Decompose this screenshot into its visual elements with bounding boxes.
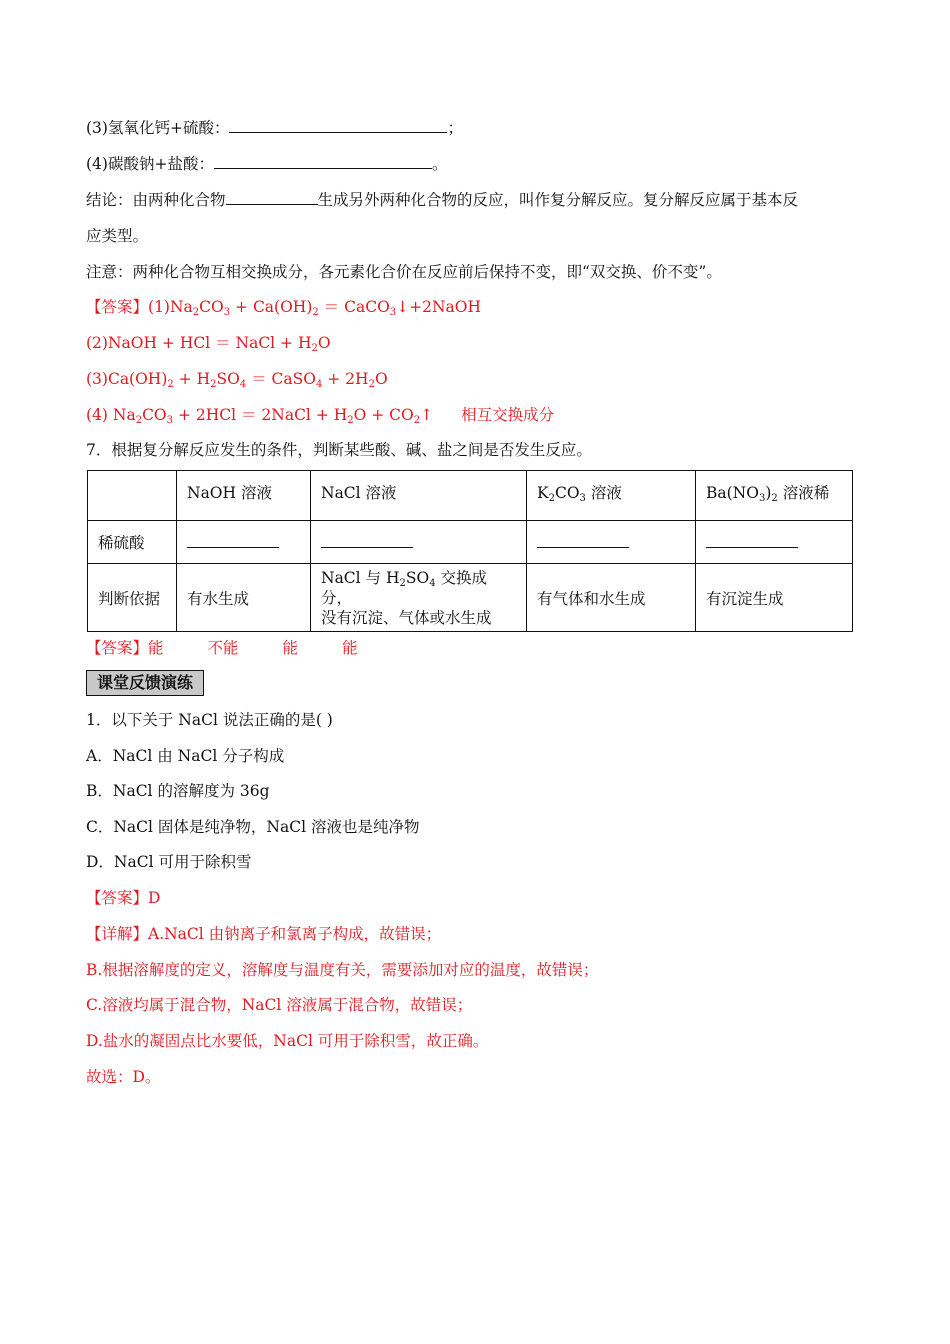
question7-answer: 【答案】能 不能 能 能 — [86, 639, 358, 657]
answer-eq4: (4) $Na_2CO_3 + 2HCl$ ＝ 2NaCl + $H_2O$ + $CO_2↑$ 相互交换成分 — [86, 406, 555, 426]
header-bano32: $Ba(NO_3)_2$ 溶液稀 — [696, 471, 853, 521]
row-label-basis: 判断依据 — [88, 564, 177, 632]
detail-line-4: D.盐水的凝固点比水要低，NaCl 可用于除积雪，故正确。 — [86, 1032, 489, 1050]
conclusion-line-1: 结论：由两种化合物 生成另外两种化合物的反应，叫作复分解反应。复分解反应属于基本反 — [86, 191, 799, 209]
detail-line-1: 【详解】A.NaCl 由钠离子和氯离子构成，故错误； — [86, 925, 442, 943]
blank-cell — [527, 521, 696, 564]
blank-cell — [177, 521, 311, 564]
option-d: D．NaCl 可用于除积雪 — [86, 853, 252, 871]
table-corner-cell — [88, 471, 177, 521]
header-nacl: NaCl 溶液 — [311, 471, 527, 521]
table-row — [88, 564, 853, 632]
blank-cell — [696, 521, 853, 564]
basis-nacl: NaCl 与 $H_2SO_4$ 交换成分， 没有沉淀、气体或水生成 — [311, 564, 527, 632]
answer-eq1: 【答案】$(1)Na_2CO_3 + Ca(OH)_2$ ＝ CaCO$_3$↓+2NaOH — [86, 298, 482, 318]
feedback-question: 1．以下关于 NaCl 说法正确的是( ) — [86, 711, 333, 729]
answer-blank[interactable] — [537, 533, 629, 548]
answer-blank[interactable] — [229, 118, 447, 133]
header-k2co3: $K_2CO_3$ 溶液 — [527, 471, 696, 521]
detail-line-3: C.溶液均属于混合物，NaCl 溶液属于混合物，故错误； — [86, 996, 473, 1014]
reaction-table — [87, 470, 853, 632]
option-c: C．NaCl 固体是纯净物，NaCl 溶液也是纯净物 — [86, 818, 420, 836]
basis-k2co3: 有气体和水生成 — [527, 564, 696, 632]
detail-line-2: B.根据溶解度的定义，溶解度与温度有关，需要添加对应的温度，故错误； — [86, 961, 599, 979]
feedback-answer: 【答案】D — [86, 889, 161, 907]
basis-naoh: 有水生成 — [177, 564, 311, 632]
table-header-row — [88, 471, 853, 521]
note-line: 注意：两种化合物互相交换成分，各元素化合价在反应前后保持不变，即“双交换、价不变”。 — [86, 263, 722, 281]
option-b: B．NaCl 的溶解度为 36g — [86, 782, 270, 800]
question7-title: 7．根据复分解反应发生的条件，判断某些酸、碱、盐之间是否发生反应。 — [86, 441, 592, 459]
answer-blank[interactable] — [226, 190, 318, 205]
feedback-conclusion: 故选：D。 — [86, 1068, 161, 1086]
answer-blank[interactable] — [214, 154, 432, 169]
table-row — [88, 521, 853, 564]
answer-blank[interactable] — [706, 533, 798, 548]
answer-eq2: (2)NaOH + HCl ＝ NaCl + $H_2O$ — [86, 334, 331, 354]
exercise-q4: (4)碳酸钠+盐酸： 。 — [86, 155, 448, 173]
answer-blank[interactable] — [187, 533, 279, 548]
exercise-q3: (3)氢氧化钙+硫酸： ； — [86, 119, 463, 137]
option-a: A．NaCl 由 NaCl 分子构成 — [86, 747, 285, 765]
row-label-dilute-sulfuric-acid: 稀硫酸 — [88, 521, 177, 564]
header-naoh: NaOH 溶液 — [177, 471, 311, 521]
blank-cell — [311, 521, 527, 564]
conclusion-line-2: 应类型。 — [86, 227, 149, 245]
answer-blank[interactable] — [321, 533, 413, 548]
answer-eq3: $(3)Ca(OH)_2 + H_2SO_4$ ＝ CaSO$_4$ + $2H_2O$ — [86, 370, 388, 390]
section-heading: 课堂反馈演练 — [86, 670, 204, 696]
basis-bano32: 有沉淀生成 — [696, 564, 853, 632]
